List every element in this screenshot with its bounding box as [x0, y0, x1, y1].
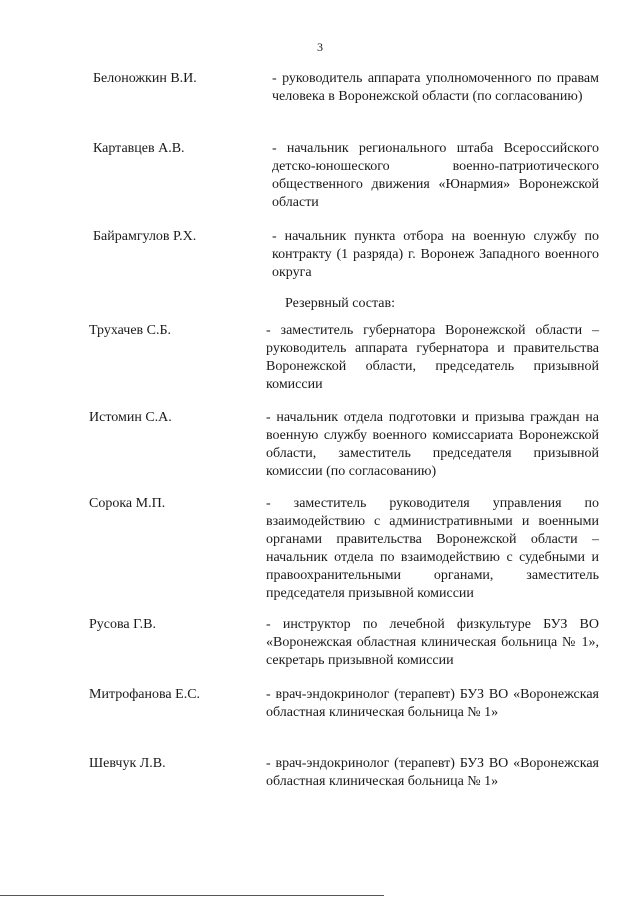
member-description: - начальник отдела подготовки и призыва граждан на военную службу военного комиссариата Воронежской области, заместитель председателя призывной комиссии (по согласованию): [266, 410, 599, 479]
member-description: - врач-эндокринолог (терапевт) БУЗ ВО «Воронежская областная клиническая больница № 1»: [266, 687, 599, 720]
member-description: - начальник регионального штаба Всероссийского детско-юношеского военно-патриотического общественного движения «Юнармия» Воронежской области: [272, 141, 599, 210]
member-name: Сорока М.П.: [89, 496, 166, 511]
member-description: - руководитель аппарата уполномоченного по правам человека в Воронежской области (по согласованию): [272, 71, 599, 104]
member-name: Истомин С.А.: [89, 410, 172, 425]
footer-divider: [0, 895, 384, 896]
member-name: Русова Г.В.: [89, 617, 156, 632]
member-description: - врач-эндокринолог (терапевт) БУЗ ВО «Воронежская областная клиническая больница № 1»: [266, 756, 599, 789]
reserve-heading: Резервный состав:: [285, 296, 396, 311]
member-description: - начальник пункта отбора на военную службу по контракту (1 разряда) г. Воронеж Западного военного округа: [272, 229, 599, 280]
member-name: Байрамгулов Р.Х.: [93, 229, 197, 244]
member-description: - инструктор по лечебной физкультуре БУЗ ВО «Воронежская областная клиническая больница № 1», секретарь призывной комиссии: [266, 617, 599, 668]
member-description: - заместитель губернатора Воронежской области – руководитель аппарата губернатора и правительства Воронежской области, председатель призывной комиссии: [266, 323, 599, 392]
member-name: Шевчук Л.В.: [89, 756, 166, 771]
member-name: Трухачев С.Б.: [89, 323, 172, 338]
member-name: Картавцев А.В.: [93, 141, 185, 156]
page-number: 3: [317, 40, 323, 54]
member-name: Белоножкин В.И.: [93, 71, 197, 86]
member-description: - заместитель руководителя управления по взаимодействию с административными и военными органами правительства Воронежской области – начальник отдела по взаимодействию с судебными и правоохранительными органами, заместитель председателя призывной комиссии: [266, 496, 599, 601]
member-name: Митрофанова Е.С.: [89, 687, 201, 702]
